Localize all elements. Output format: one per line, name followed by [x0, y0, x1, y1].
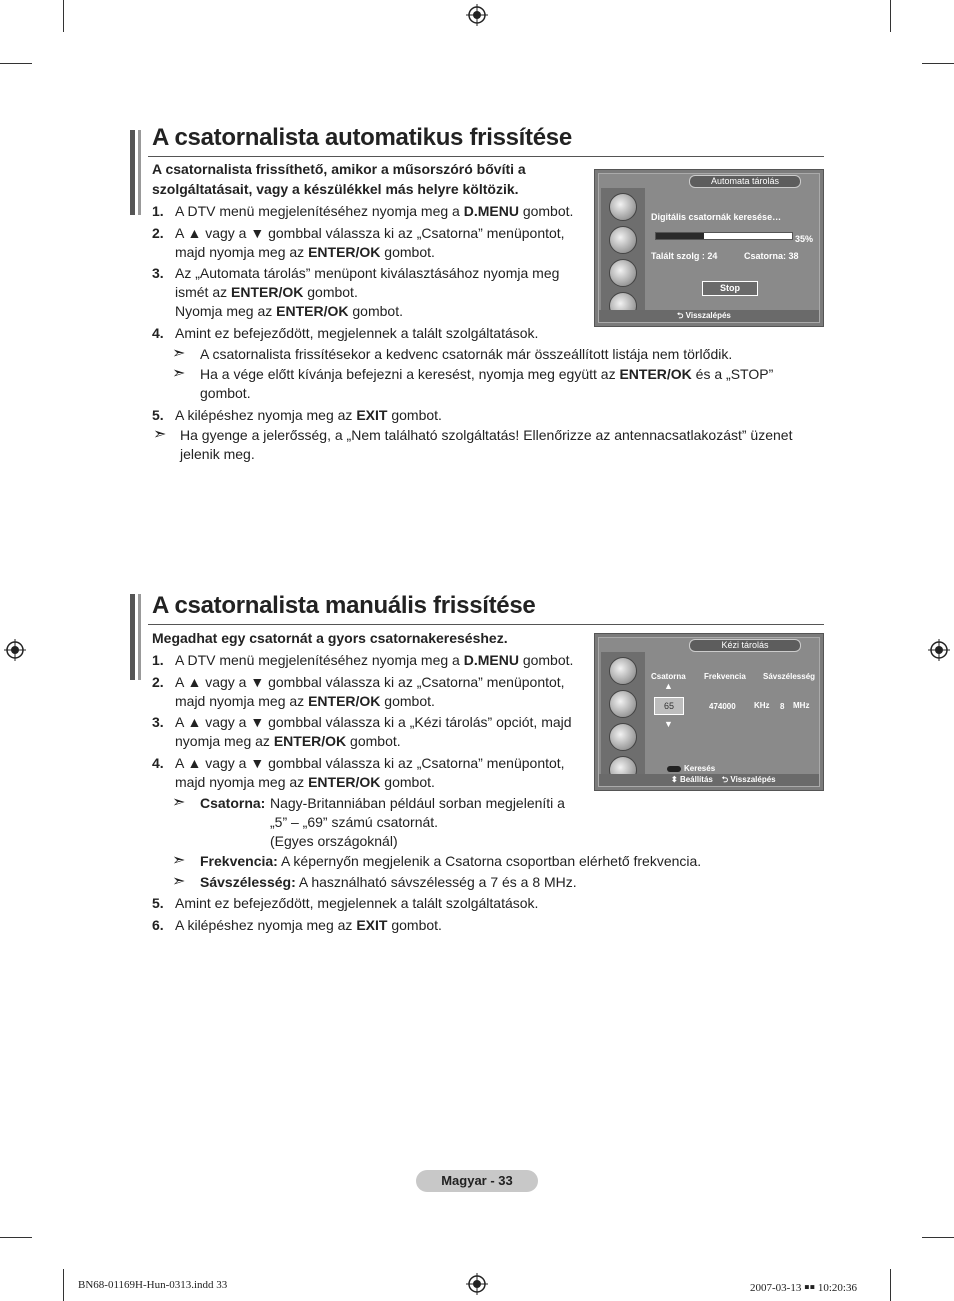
step-text: A DTV menü megjelenítéséhez nyomja meg a D.MENU gombot. — [175, 203, 574, 219]
osd-tab-title: Automata tárolás — [689, 175, 801, 188]
step-number: 2. — [152, 674, 164, 690]
bandwidth-unit: MHz — [793, 701, 810, 710]
note-arrow-icon: ➣ — [172, 873, 186, 890]
print-file-info: BN68-01169H-Hun-0313.indd 33 — [78, 1279, 228, 1291]
note-text: Ha gyenge a jelerősség, a „Nem található szolgáltatás! Ellenőrizze az antennacsatlakozást” üzenet — [180, 427, 793, 443]
note-text: gombot. — [200, 385, 251, 401]
note-text: (Egyes országoknál) — [270, 833, 398, 849]
step-number: 4. — [152, 755, 164, 771]
menu-picture-icon — [609, 193, 637, 221]
crop-mark — [63, 1269, 64, 1301]
progress-bar — [655, 232, 793, 240]
step-text: majd nyomja meg az ENTER/OK gombot. — [175, 693, 435, 709]
step-text: A kilépéshez nyomja meg az EXIT gombot. — [175, 407, 442, 423]
return-icon: ⮌ — [721, 775, 729, 784]
osd-searching-label: Digitális csatornák keresése… — [651, 212, 782, 222]
back-label[interactable]: Visszalépés — [730, 775, 776, 784]
section-title: A csatornalista automatikus frissítése — [152, 124, 572, 151]
note-text: Sávszélesség: A használható sávszélesség a 7 és a 8 MHz. — [200, 874, 577, 890]
section-bar — [138, 594, 141, 680]
progress-fill — [656, 233, 704, 239]
crop-mark — [63, 0, 64, 32]
note-text: Nagy-Britanniában például sorban megjeleníti a — [270, 795, 565, 811]
registration-mark-icon — [466, 4, 488, 26]
column-bandwidth-header: Sávszélesség — [763, 672, 816, 681]
intro-text: Megadhat egy csatornát a gyors csatornakereséshez. — [152, 630, 508, 646]
frequency-unit: KHz — [754, 701, 770, 710]
frequency-value: 474000 — [709, 702, 736, 711]
osd-tab-title: Kézi tárolás — [689, 639, 801, 652]
channel-label: Csatorna: 38 — [744, 251, 799, 261]
step-text: Amint ez befejeződött, megjelennek a talált szolgáltatások. — [175, 895, 539, 911]
crop-mark — [890, 0, 891, 32]
step-number: 4. — [152, 325, 164, 341]
menu-channel-icon — [609, 259, 637, 287]
crop-mark — [922, 63, 954, 64]
channel-input[interactable]: 65 — [654, 697, 684, 715]
step-text: A ▲ vagy a ▼ gombbal válassza ki a „Kézi tárolás” opciót, majd — [175, 714, 572, 730]
step-number: 2. — [152, 225, 164, 241]
step-number: 5. — [152, 407, 164, 423]
print-date-info: 2007-03-13 ￭￭ 10:20:36 — [750, 1282, 857, 1294]
column-channel-header: Csatorna — [651, 672, 686, 681]
crop-mark — [890, 1269, 891, 1301]
step-text: Nyomja meg az ENTER/OK gombot. — [175, 303, 403, 319]
note-text: jelenik meg. — [180, 446, 255, 462]
crop-mark — [0, 63, 32, 64]
step-text: ismét az ENTER/OK gombot. — [175, 284, 358, 300]
step-text: Amint ez befejeződött, megjelennek a talált szolgáltatások. — [175, 325, 539, 341]
crop-mark — [922, 1237, 954, 1238]
bandwidth-value[interactable]: 8 — [780, 702, 785, 711]
menu-picture-icon — [609, 657, 637, 685]
crop-mark — [0, 1237, 32, 1238]
section-bar — [130, 130, 135, 215]
note-arrow-icon: ➣ — [172, 852, 186, 869]
note-text: Ha a vége előtt kívánja befejezni a keresést, nyomja meg együtt az ENTER/OK és a „STOP” — [200, 366, 774, 382]
step-text: A ▲ vagy a ▼ gombbal válassza ki az „Csatorna” menüpontot, — [175, 674, 565, 690]
step-number: 5. — [152, 895, 164, 911]
settings-label[interactable]: Beállítás — [679, 775, 713, 784]
section-bar — [130, 594, 135, 680]
osd-footer — [599, 774, 819, 786]
arrow-down-icon[interactable]: ▼ — [664, 719, 673, 729]
osd-footer — [599, 310, 819, 322]
step-text: majd nyomja meg az ENTER/OK gombot. — [175, 244, 435, 260]
updown-icon: ⬍ — [671, 775, 678, 784]
note-text: Frekvencia: A képernyőn megjelenik a Csatorna csoportban elérhető frekvencia. — [200, 853, 702, 869]
page-number-badge: Magyar - 33 — [416, 1170, 538, 1192]
red-button-icon — [667, 766, 681, 772]
osd-manual-store-screen — [594, 633, 824, 791]
menu-sound-icon — [609, 690, 637, 718]
osd-panel — [598, 637, 820, 787]
step-text: A DTV menü megjelenítéséhez nyomja meg a D.MENU gombot. — [175, 652, 574, 668]
note-label: Csatorna: — [200, 795, 266, 811]
step-text: A kilépéshez nyomja meg az EXIT gombot. — [175, 917, 442, 933]
search-label[interactable]: Keresés — [684, 764, 716, 773]
osd-auto-store-screen — [594, 169, 824, 327]
section-bar — [138, 130, 141, 215]
step-text: majd nyomja meg az ENTER/OK gombot. — [175, 774, 435, 790]
section-title: A csatornalista manuális frissítése — [152, 592, 536, 619]
registration-mark-icon — [4, 639, 26, 661]
step-number: 6. — [152, 917, 164, 933]
osd-sidebar — [601, 652, 645, 782]
note-text: „5” – „69” számú csatornát. — [270, 814, 439, 830]
step-text: Az „Automata tárolás” menüpont kiválasztásához nyomja meg — [175, 265, 560, 281]
step-number: 3. — [152, 265, 164, 281]
note-arrow-icon: ➣ — [172, 365, 186, 382]
arrow-up-icon[interactable]: ▲ — [664, 681, 673, 691]
back-label[interactable]: Visszalépés — [685, 311, 731, 320]
note-text: A csatornalista frissítésekor a kedvenc csatornák már összeállított listája nem törlődik. — [200, 346, 733, 362]
progress-label: 35% — [795, 234, 814, 244]
osd-sidebar — [601, 188, 645, 318]
note-arrow-icon: ➣ — [172, 794, 186, 811]
note-arrow-icon: ➣ — [153, 426, 167, 443]
step-number: 1. — [152, 652, 164, 668]
step-number: 3. — [152, 714, 164, 730]
note-arrow-icon: ➣ — [172, 345, 186, 362]
return-icon: ⮌ — [677, 311, 684, 320]
intro-text: A csatornalista frissíthető, amikor a műsorszóró bővíti a — [152, 161, 526, 177]
registration-mark-icon — [928, 639, 950, 661]
section-rule — [148, 624, 824, 625]
section-rule — [148, 156, 824, 157]
column-frequency-header: Frekvencia — [704, 672, 746, 681]
registration-mark-icon — [466, 1273, 488, 1295]
step-text: nyomja meg az ENTER/OK gombot. — [175, 733, 401, 749]
step-text: A ▲ vagy a ▼ gombbal válassza ki az „Csatorna” menüpontot, — [175, 755, 565, 771]
step-number: 1. — [152, 203, 164, 219]
menu-channel-icon — [609, 723, 637, 751]
intro-text: szolgáltatásait, vagy a készülékkel más helyre költözik. — [152, 181, 519, 197]
osd-panel — [598, 173, 820, 323]
found-services-label: Talált szolg : 24 — [651, 251, 718, 261]
stop-button[interactable]: Stop — [702, 281, 758, 296]
step-text: A ▲ vagy a ▼ gombbal válassza ki az „Csatorna” menüpontot, — [175, 225, 565, 241]
menu-sound-icon — [609, 226, 637, 254]
